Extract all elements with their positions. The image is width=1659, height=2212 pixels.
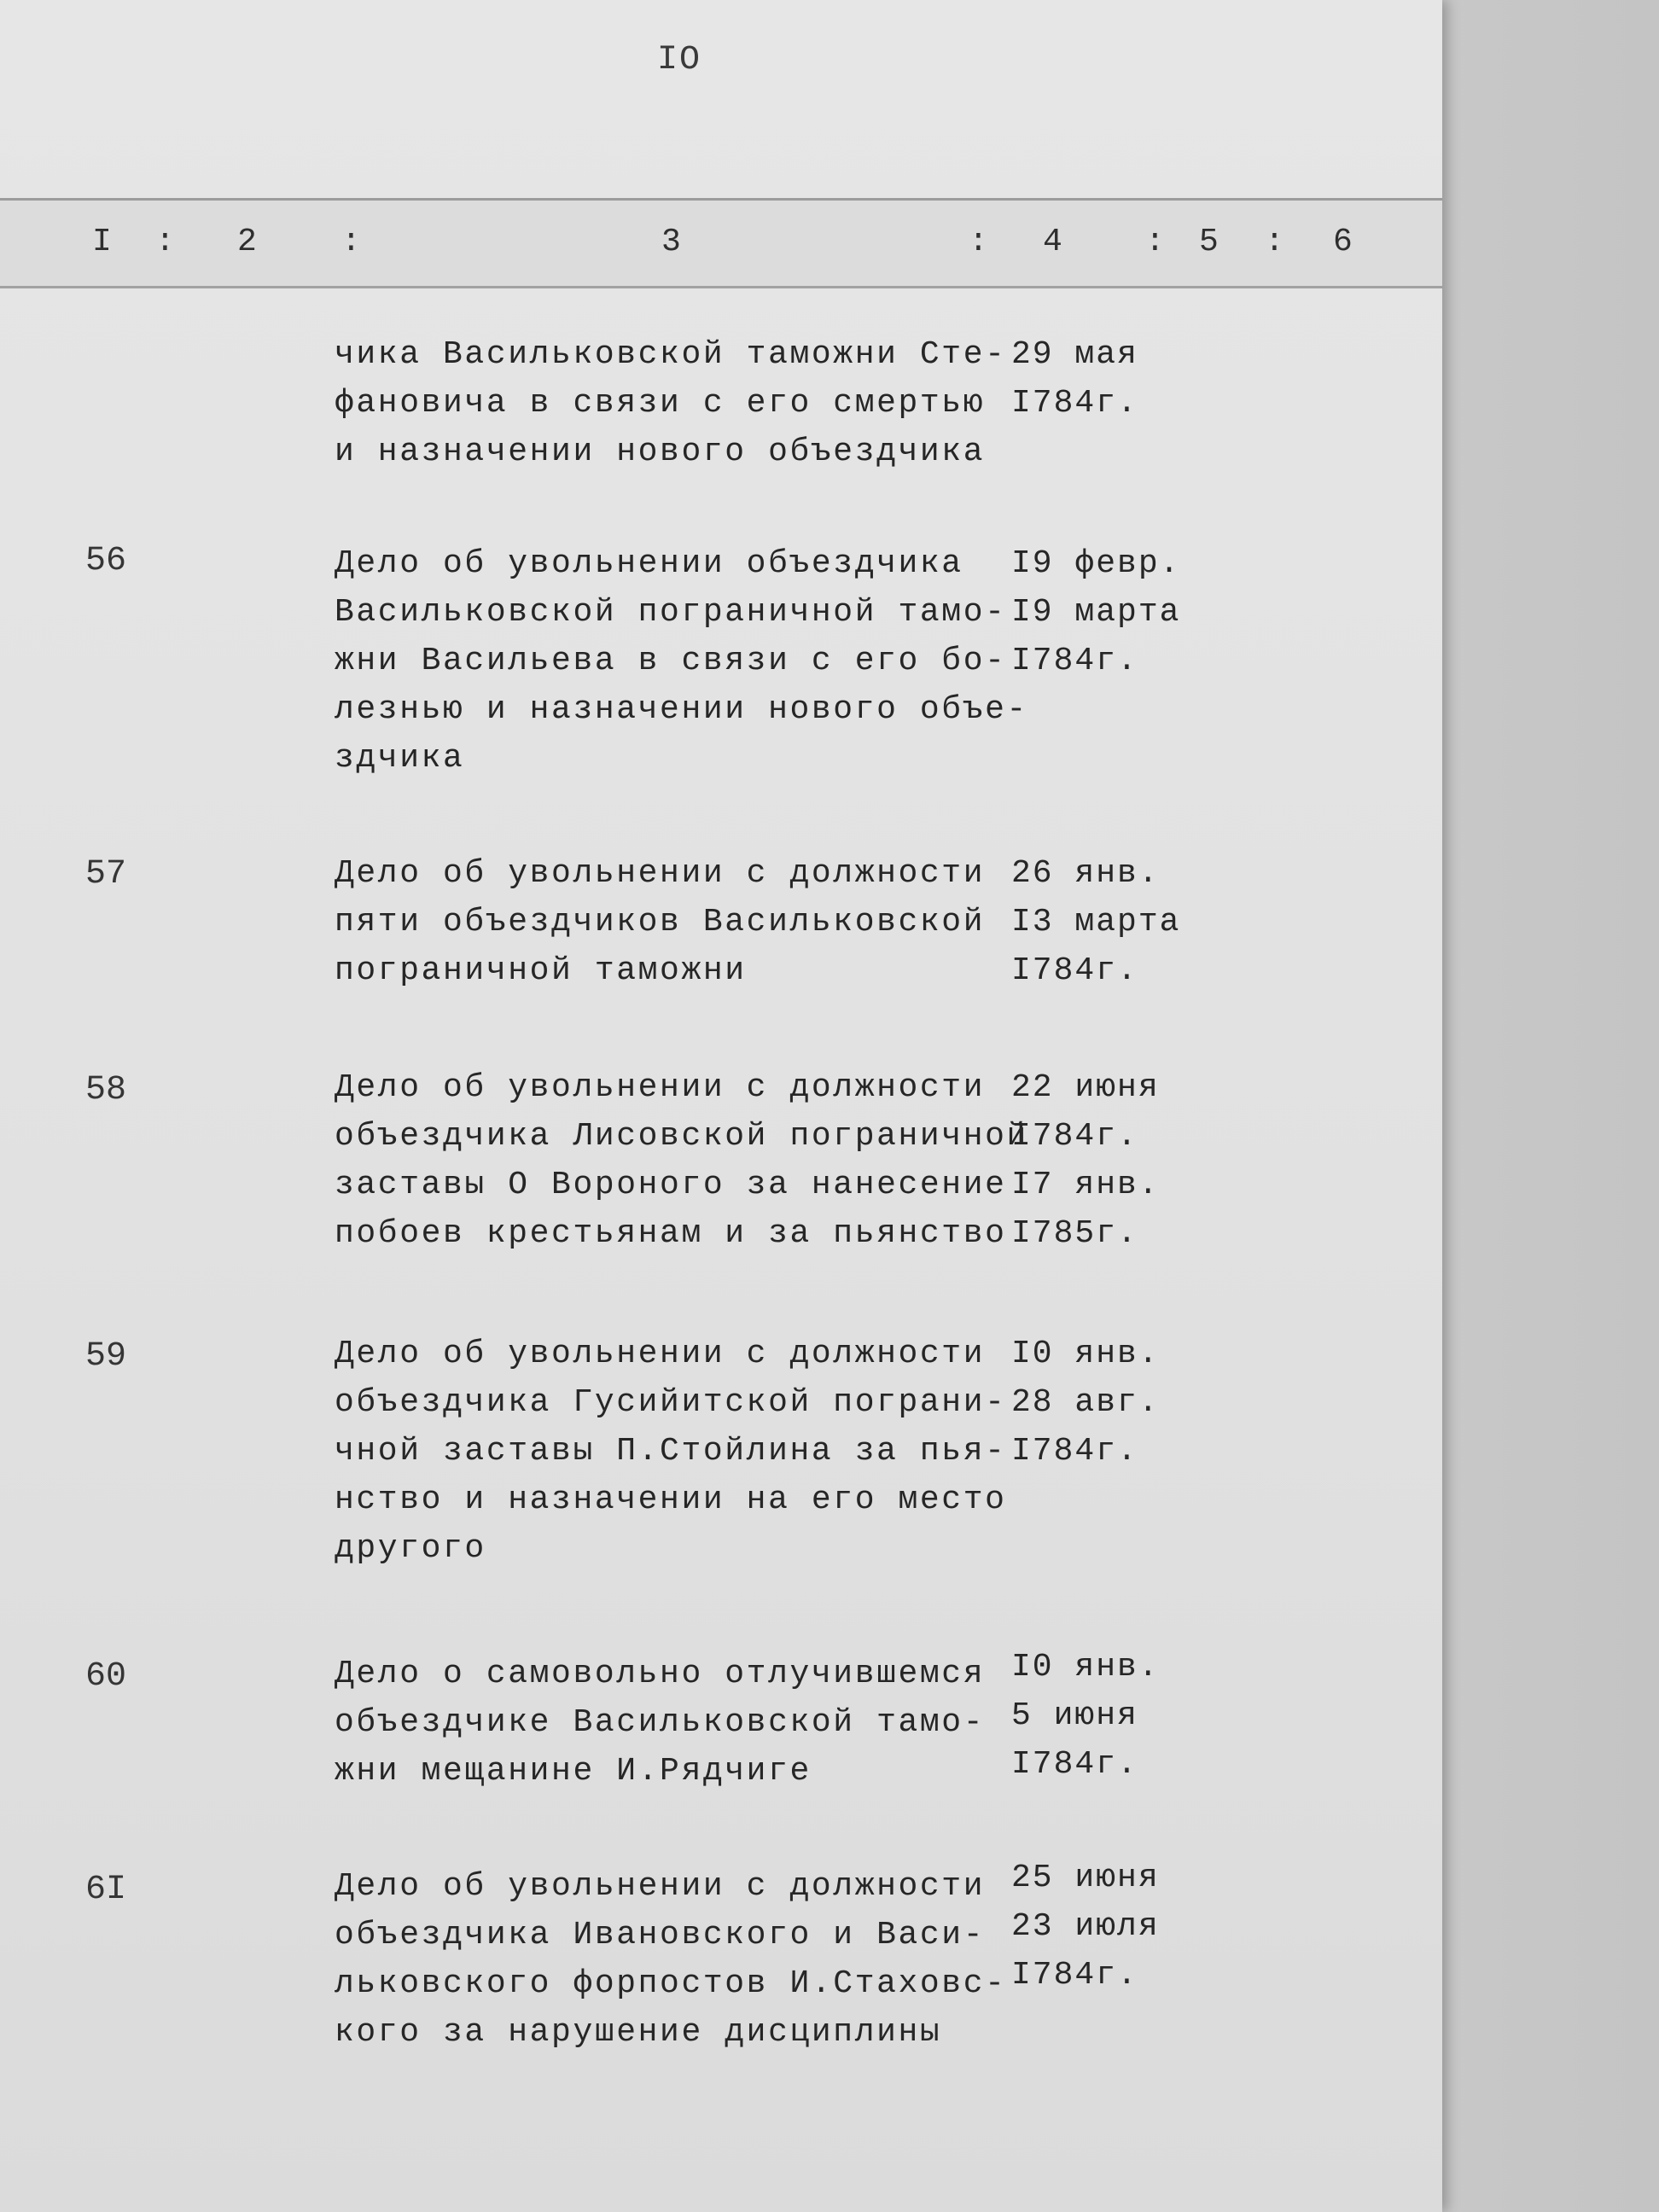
description-line: чной заставы П.Стойлина за пья- xyxy=(335,1433,1007,1470)
header-separator: : xyxy=(1265,224,1284,260)
entry-dates xyxy=(1011,1063,1182,1258)
date-line: 5 июня xyxy=(1011,1697,1138,1734)
date-line: I9 февр. xyxy=(1011,545,1181,582)
entry-number: 58 xyxy=(85,1071,127,1109)
description-line: объездчике Васильковской тамо- xyxy=(335,1704,986,1741)
date-line: 26 янв. xyxy=(1011,855,1160,892)
description-line: Дело о самовольно отлучившемся xyxy=(335,1656,986,1692)
date-line: I9 марта xyxy=(1011,594,1181,631)
date-line: I784г. xyxy=(1011,1746,1138,1783)
header-col-1: I xyxy=(92,224,112,260)
description-line: льковского форпостов И.Стаховс- xyxy=(335,1965,1007,2002)
date-line: 23 июля xyxy=(1011,1908,1160,1945)
entry-dates xyxy=(1011,330,1182,428)
entry-number: 60 xyxy=(85,1657,127,1696)
header-separator: : xyxy=(155,224,175,260)
date-line: I7 янв. xyxy=(1011,1167,1160,1203)
header-col-5: 5 xyxy=(1199,224,1219,260)
date-line: 29 мая xyxy=(1011,336,1138,373)
description-line: фановича в связи с его смертью xyxy=(335,385,986,422)
entry-dates xyxy=(1011,539,1182,685)
entry-description xyxy=(335,849,1000,995)
header-col-2: 2 xyxy=(237,224,257,260)
description-line: жни Васильева в связи с его бо- xyxy=(335,643,1007,679)
entry-number: 57 xyxy=(85,855,127,894)
description-line: объездчика Ивановского и Васи- xyxy=(335,1917,986,1953)
description-line: нство и назначении на его место xyxy=(335,1481,1007,1518)
entry-description xyxy=(335,1330,1007,1573)
description-line: Дело об увольнении с должности xyxy=(335,855,986,892)
date-line: 22 июня xyxy=(1011,1069,1160,1106)
header-col-6: 6 xyxy=(1333,224,1353,260)
page-number: IO xyxy=(657,41,702,79)
description-line: объездчика Гусийитской пограни- xyxy=(335,1384,1007,1421)
date-line: I784г. xyxy=(1011,385,1138,422)
entry-number: 6I xyxy=(85,1871,127,1909)
description-line: пяти объездчиков Васильковской xyxy=(335,904,986,940)
entry-description xyxy=(335,1862,1007,2057)
description-line: объездчика Лисовской пограничной xyxy=(335,1118,1028,1155)
description-line: заставы О Вороного за нанесение xyxy=(335,1167,1007,1203)
header-col-4: 4 xyxy=(1043,224,1062,260)
header-separator: : xyxy=(1145,224,1165,260)
description-line: и назначении нового объездчика xyxy=(335,434,986,470)
description-line: пограничной таможни xyxy=(335,952,747,989)
date-line: I784г. xyxy=(1011,952,1138,989)
column-header-strip xyxy=(0,198,1442,288)
description-line: лезнью и назначении нового объе- xyxy=(335,691,1028,728)
date-line: 28 авг. xyxy=(1011,1384,1160,1421)
entry-dates xyxy=(1011,1643,1182,1789)
date-line: I785г. xyxy=(1011,1215,1138,1252)
header-separator: : xyxy=(969,224,988,260)
entry-description xyxy=(335,1063,1028,1258)
entry-dates xyxy=(1011,1854,1182,2000)
date-line: I784г. xyxy=(1011,1118,1138,1155)
entry-number: 59 xyxy=(85,1337,127,1376)
description-line: Дело об увольнении с должности xyxy=(335,1069,986,1106)
header-col-3: 3 xyxy=(661,224,681,260)
entry-dates xyxy=(1011,1330,1182,1476)
date-line: I784г. xyxy=(1011,1957,1138,1994)
entry-description xyxy=(335,330,1007,476)
description-line: Дело об увольнении с должности xyxy=(335,1336,986,1372)
description-line: кого за нарушение дисциплины xyxy=(335,2014,942,2051)
description-line: жни мещанине И.Рядчиге xyxy=(335,1753,812,1790)
header-separator: : xyxy=(341,224,361,260)
date-line: I0 янв. xyxy=(1011,1336,1160,1372)
description-line: здчика xyxy=(335,740,465,777)
description-line: побоев крестьянам и за пьянство xyxy=(335,1215,1007,1252)
description-line: чика Васильковской таможни Сте- xyxy=(335,336,1007,373)
date-line: I0 янв. xyxy=(1011,1649,1160,1685)
entry-dates xyxy=(1011,849,1182,995)
entry-number: 56 xyxy=(85,542,127,580)
description-line: Дело об увольнении объездчика xyxy=(335,545,963,582)
entry-description xyxy=(335,539,1028,783)
description-line: Дело об увольнении с должности xyxy=(335,1868,986,1905)
entry-description xyxy=(335,1650,1000,1796)
date-line: 25 июня xyxy=(1011,1860,1160,1896)
date-line: I784г. xyxy=(1011,643,1138,679)
description-line: Васильковской пограничной тамо- xyxy=(335,594,1007,631)
date-line: I3 марта xyxy=(1011,904,1181,940)
description-line: другого xyxy=(335,1530,486,1567)
date-line: I784г. xyxy=(1011,1433,1138,1470)
